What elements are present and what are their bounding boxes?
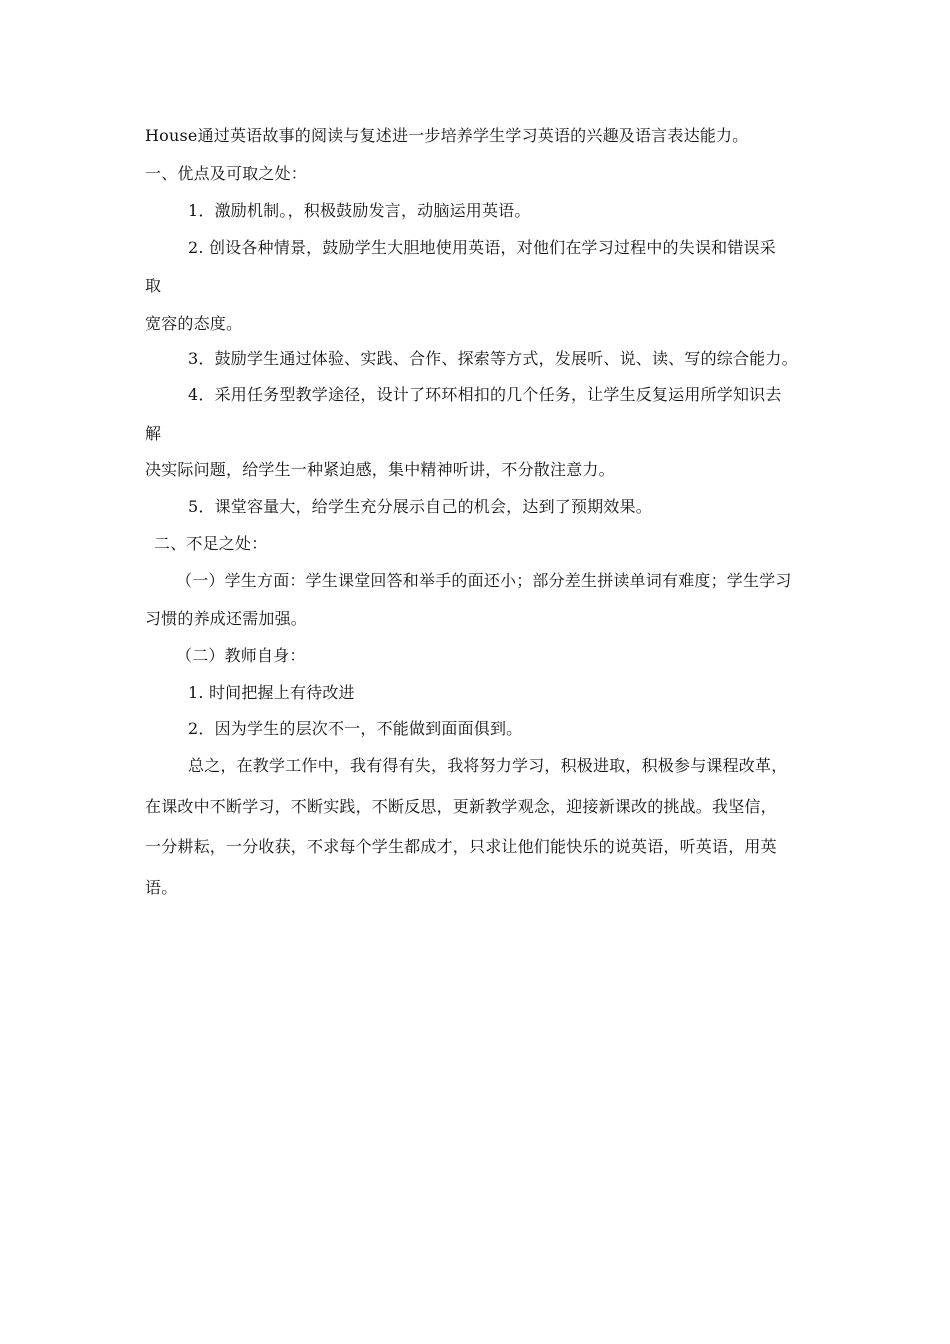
weakness-students-cont: 习惯的养成还需加强。 <box>145 609 308 628</box>
strength-item-1: 1．激励机制。，积极鼓励发言，动脑运用英语。 <box>188 201 531 220</box>
weakness-teacher-item-1: 1. 时间把握上有待改进 <box>188 683 355 702</box>
conclusion-line-2: 在课改中不断学习，不断实践，不断反思，更新教学观念，迎接新课改的挑战。我坚信， <box>145 797 777 816</box>
strength-item-5: 5．课堂容量大，给学生充分展示自己的机会，达到了预期效果。 <box>188 497 652 516</box>
intro-line: House通过英语故事的阅读与复述进一步培养学生学习英语的兴趣及语言表达能力。 <box>145 126 749 145</box>
section-heading-weaknesses: 二、不足之处： <box>154 534 268 553</box>
weakness-teacher-heading: （二）教师自身： <box>176 646 306 665</box>
strength-item-3: 3．鼓励学生通过体验、实践、合作、探索等方式，发展听、说、读、写的综合能力。 <box>188 349 798 368</box>
conclusion-line-3: 一分耕耘，一分收获，不求每个学生都成才，只求让他们能快乐的说英语，听英语，用英 <box>145 837 777 856</box>
strength-item-2: 2. 创设各种情景，鼓励学生大胆地使用英语，对他们在学习过程中的失误和错误采 <box>188 238 776 257</box>
conclusion-line-1: 总之，在教学工作中，我有得有失，我将努力学习，积极进取，积极参与课程改革， <box>188 756 788 775</box>
conclusion-line-4: 语。 <box>145 878 178 897</box>
strength-item-2-cont: 宽容的态度。 <box>145 314 243 333</box>
section-heading-strengths: 一、优点及可取之处： <box>145 164 308 183</box>
strength-item-2-wrap: 取 <box>145 276 162 295</box>
strength-item-4-cont: 决实际问题，给学生一种紧迫感，集中精神听讲，不分散注意力。 <box>145 460 615 479</box>
strength-item-4: 4．采用任务型教学途径，设计了环环相扣的几个任务，让学生反复运用所学知识去 <box>188 385 782 404</box>
strength-item-4-wrap: 解 <box>145 424 162 443</box>
weakness-students: （一）学生方面：学生课堂回答和举手的面还小；部分差生拼读单词有难度；学生学习 <box>176 571 792 590</box>
weakness-teacher-item-2: 2．因为学生的层次不一，不能做到面面俱到。 <box>188 719 523 738</box>
